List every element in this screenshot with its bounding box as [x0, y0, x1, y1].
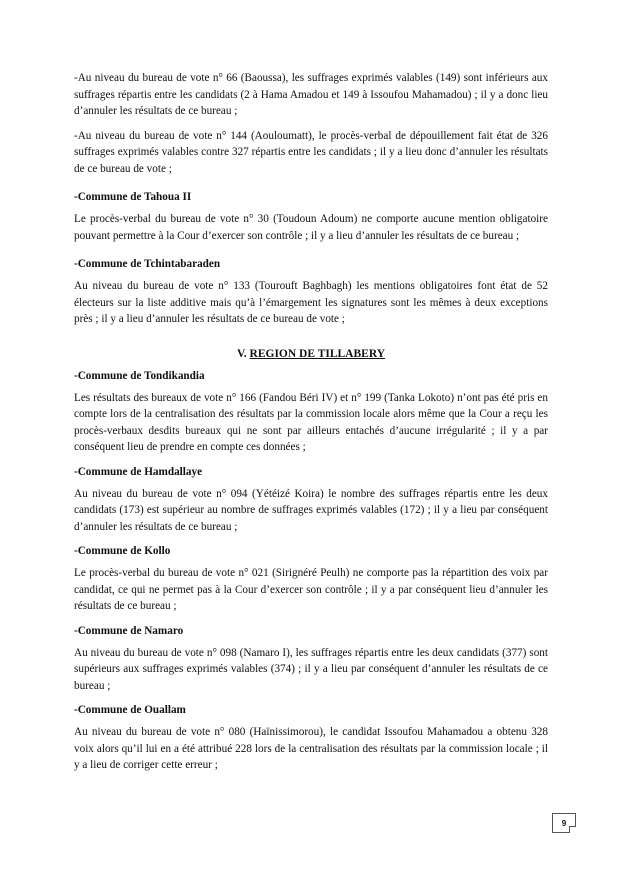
region-name: REGION DE TILLABERY: [249, 347, 386, 360]
paragraph-baoussa: -Au niveau du bureau de vote n° 66 (Baoussa), les suffrages exprimés valables (149) sont inférieurs aux suffrages répartis entre les candidats (2 à Hama Amadou et 149 à Issoufou Mahamadou) ; il y a donc lieu d’annuler les résultats de ce bureau ;: [74, 72, 548, 117]
commune-text-tondikandia: Les résultats des bureaux de vote n° 166 (Fandou Béri IV) et n° 199 (Tanka Lokoto) n’ont pas été pris en compte lors de la centralisation des résultats par la commission locale alors même que la Cour a reçu les procès-verbaux desdits bureaux qui ne sont par ailleurs entachés d’aucune irrégularité ; il y a par conséquent lieu de prendre en compte ces données ;: [74, 391, 548, 453]
commune-heading-namaro: -Commune de Namaro: [74, 624, 184, 637]
commune-heading-tchintabaraden: -Commune de Tchintabaraden: [74, 258, 221, 270]
commune-text-hamdallaye: Au niveau du bureau de vote n° 094 (Yétéizé Koira) le nombre des suffrages répartis entre les deux candidats (173) est supérieur au nombre de suffrages exprimés valables (172) ; il y a lieu par conséquent d’annuler les résultats de ce bureau ;: [74, 487, 548, 533]
commune-text-kollo: Le procès-verbal du bureau de vote n° 021 (Sirignéré Peulh) ne comporte pas la répartition des voix par candidat, ce qui ne permet pas à la Cour d’exercer son contrôle ; il y a par conséquent lieu d’annuler les résultats de ce bureau ;: [74, 567, 548, 612]
region-prefix: V.: [236, 347, 250, 360]
document-page: [74, 70, 548, 782]
commune-text-tahoua-ii: Le procès-verbal du bureau de vote n° 30 (Toudoun Adoum) ne comporte aucune mention obligatoire pouvant permettre à la Cour d’exercer son contrôle ; il y a lieu d’annuler les résultats de ce bureau ;: [74, 213, 548, 242]
commune-text-namaro: Au niveau du bureau de vote n° 098 (Namaro I), les suffrages répartis entre les deux candidats (377) sont supérieurs aux suffrages exprimés valables (374) ; il y a lieu par conséquent d’annuler les résultats de ce bureau ;: [74, 646, 548, 692]
paragraph-aouloumatt: -Au niveau du bureau de vote n° 144 (Aouloumatt), le procès-verbal de dépouillement fait état de 326 suffrages exprimés valables contre 327 répartis entre les candidats ; il y a lieu donc d’annuler les résultats de ce bureau de vote ;: [74, 129, 548, 175]
commune-heading-ouallam: -Commune de Ouallam: [74, 704, 186, 716]
commune-heading-kollo: -Commune de Kollo: [74, 545, 171, 557]
commune-heading-tondikandia: -Commune de Tondikandia: [74, 369, 205, 382]
region-heading: [74, 348, 548, 360]
commune-text-ouallam: Au niveau du bureau de vote n° 080 (Haïnissimorou), le candidat Issoufou Mahamadou a obtenu 328 voix alors qu’il lui en a été attribué 228 lors de la centralisation des résultats par la commission locale ; il y a lieu de corriger cette erreur ;: [74, 726, 548, 771]
commune-heading-hamdallaye: -Commune de Hamdallaye: [74, 465, 203, 478]
commune-heading-tahoua-ii: -Commune de Tahoua II: [74, 191, 192, 203]
page-number: 9: [552, 813, 576, 833]
commune-text-tchintabaraden: Au niveau du bureau de vote n° 133 (Tourouft Baghbagh) les mentions obligatoires font état de 52 électeurs sur la liste additive mais qu’à l’émargement les signatures sont les mêmes à deux exceptions près ; il y a lieu d’annuler les résultats de ce bureau de vote ;: [74, 280, 548, 325]
